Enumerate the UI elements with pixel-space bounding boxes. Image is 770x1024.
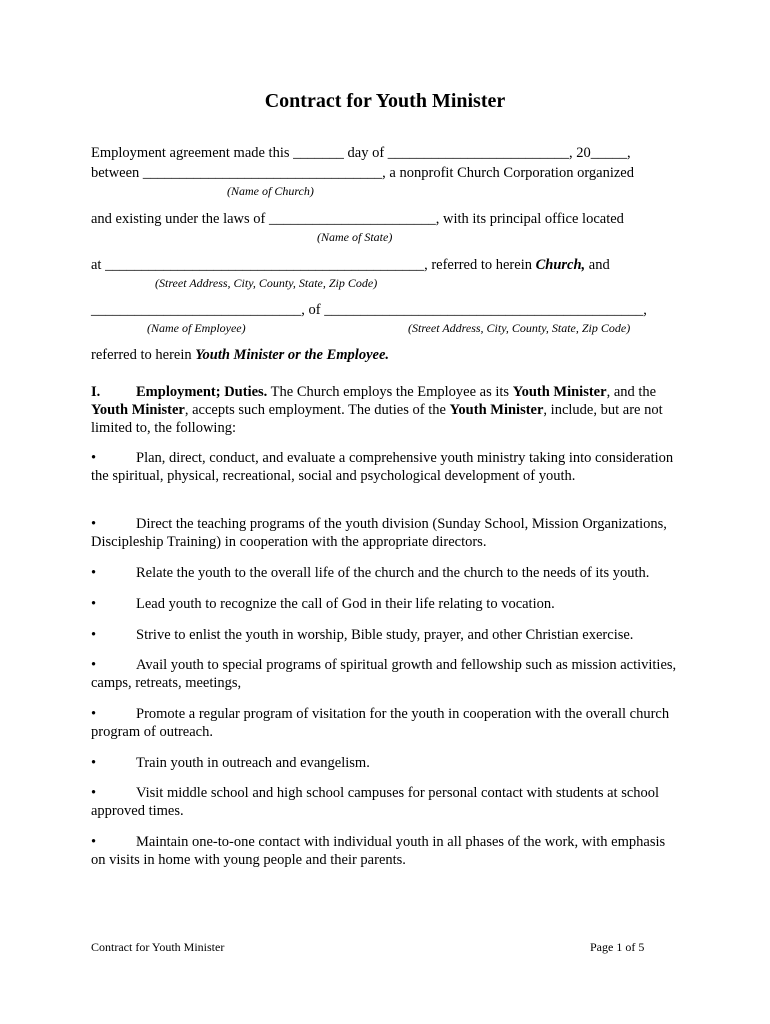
- bullet-item: [91, 754, 681, 772]
- footer-page-number: Page 1 of 5: [590, 940, 645, 954]
- bullet-icon: •: [91, 627, 97, 643]
- bullet-text: Train youth in outreach and evangelism.: [136, 755, 370, 771]
- document-title: Contract for Youth Minister: [264, 90, 506, 112]
- bullet-item: [91, 449, 681, 485]
- youth-minister-bold-3: Youth Minister: [449, 402, 544, 418]
- intro-line-4: [91, 256, 610, 274]
- section-1-text-3: , accepts such employment. The duties of the: [184, 402, 450, 418]
- caption-address: (Street Address, City, County, State, Zip Code): [155, 276, 378, 290]
- intro-line-6-pre: referred to herein: [91, 347, 196, 363]
- bullet-icon: •: [91, 450, 97, 466]
- section-1-text-2: , and the: [606, 384, 657, 400]
- section-1-number: I.: [91, 384, 101, 400]
- intro-line-2: between _________________________________, a nonprofit Church Corporation organized: [91, 165, 634, 181]
- intro-line-6: [91, 346, 389, 364]
- bullet-text: Visit middle school and high school campuses for personal contact with students at school approved times.: [91, 785, 660, 819]
- bullet-text: Direct the teaching programs of the youth division (Sunday School, Mission Organizations, Discipleship Training) in cooperation with the appropriate directors.: [91, 516, 667, 550]
- bullet-text: Avail youth to special programs of spiritual growth and fellowship such as mission activities, camps, retreats, meetings,: [91, 657, 677, 691]
- section-1-heading: Employment; Duties.: [136, 384, 268, 400]
- caption-employee: (Name of Employee): [147, 321, 246, 335]
- bullet-icon: •: [91, 834, 97, 850]
- footer-title: Contract for Youth Minister: [91, 940, 225, 954]
- bullet-text: Maintain one-to-one contact with individual youth in all phases of the work, with emphasis on visits in home with young people and their parents.: [91, 834, 666, 868]
- intro-line-3: and existing under the laws of _______________________, with its principal office located: [91, 211, 624, 227]
- intro-line-5: _____________________________, of ____________________________________________,: [91, 302, 647, 318]
- bullet-item: [91, 515, 681, 551]
- youth-minister-bold-2: Youth Minister: [91, 402, 185, 418]
- bullet-icon: •: [91, 657, 97, 673]
- bullet-item: [91, 595, 681, 613]
- section-1-text-1: The Church employs the Employee as its: [267, 384, 513, 400]
- bullet-item: [91, 833, 681, 869]
- intro-line-4-post: and: [585, 257, 610, 273]
- intro-line-1: Employment agreement made this _______ day of _________________________, 20_____,: [91, 145, 631, 161]
- youth-minister-bold-1: Youth Minister: [512, 384, 607, 400]
- bullet-text: Lead youth to recognize the call of God in their life relating to vocation.: [136, 596, 555, 612]
- bullet-item: [91, 784, 681, 820]
- bullet-icon: •: [91, 565, 97, 581]
- caption-address-2: (Street Address, City, County, State, Zip Code): [408, 321, 631, 335]
- bullet-icon: •: [91, 785, 97, 801]
- bullet-item: [91, 705, 681, 741]
- caption-church: (Name of Church): [227, 184, 314, 198]
- section-1-text-4: , include, but are not limited to, the following:: [91, 402, 663, 436]
- bullet-icon: •: [91, 596, 97, 612]
- bullet-item: [91, 564, 681, 582]
- intro-line-4-pre: at ____________________________________________, referred to herein: [91, 257, 536, 273]
- youth-minister-term: Youth Minister or the Employee.: [195, 347, 390, 363]
- bullet-item: [91, 656, 681, 692]
- bullet-text: Plan, direct, conduct, and evaluate a comprehensive youth ministry taking into consideration the spiritual, physical, recreational, social and psychological development of youth.: [91, 450, 674, 484]
- bullet-text: Strive to enlist the youth in worship, Bible study, prayer, and other Christian exercise.: [136, 627, 634, 643]
- section-1-paragraph: [91, 383, 681, 437]
- bullet-icon: •: [91, 516, 97, 532]
- bullet-text: Promote a regular program of visitation for the youth in cooperation with the overall church program of outreach.: [91, 706, 670, 740]
- caption-state: (Name of State): [317, 230, 393, 244]
- church-term: Church,: [535, 257, 586, 273]
- bullet-text: Relate the youth to the overall life of the church and the church to the needs of its youth.: [136, 565, 650, 581]
- bullet-item: [91, 626, 681, 644]
- bullet-icon: •: [91, 755, 97, 771]
- bullet-icon: •: [91, 706, 97, 722]
